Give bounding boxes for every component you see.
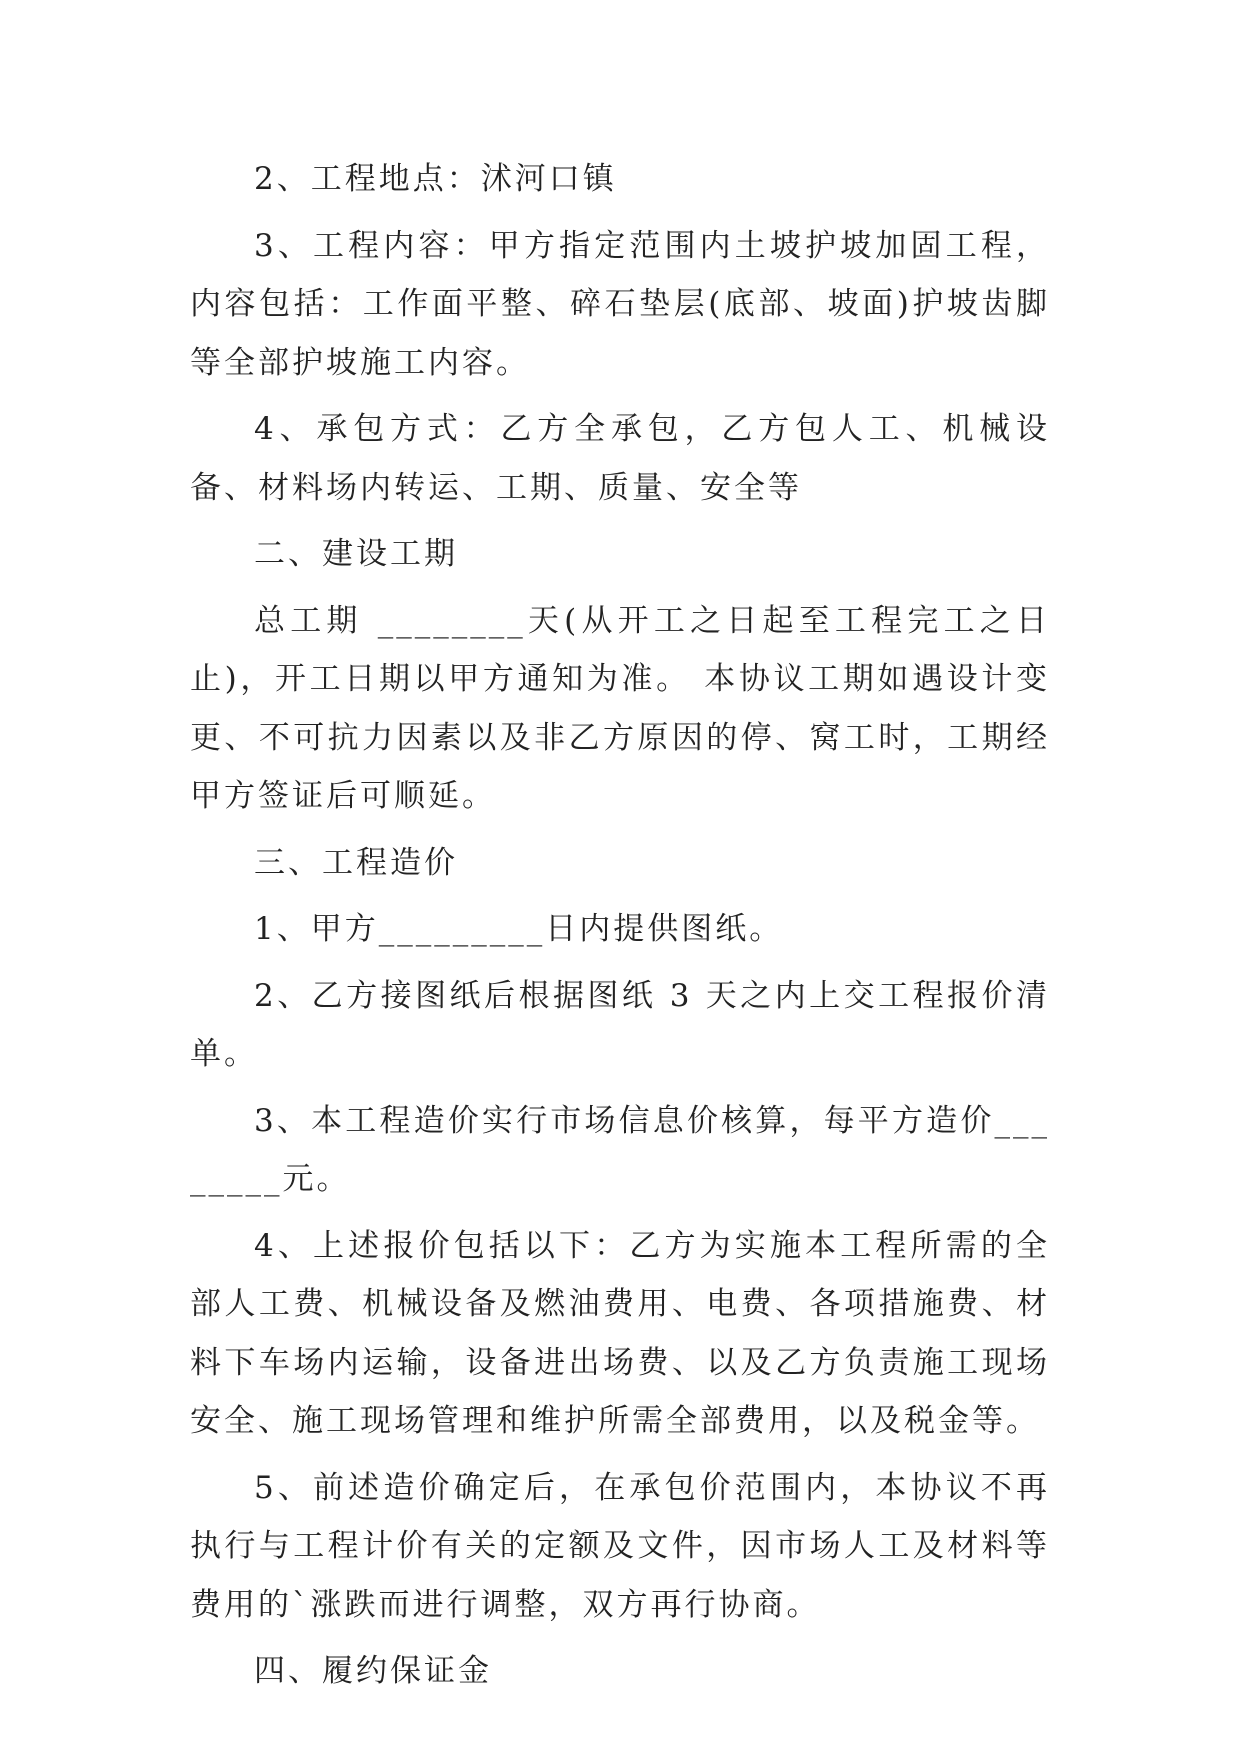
paragraph-contract-method: 4、承包方式：乙方全承包，乙方包人工、机械设备、材料场内转运、工期、质量、安全等 xyxy=(190,411,1050,506)
paragraph-project-location: 2、工程地点：沭河口镇 xyxy=(254,161,617,197)
section-heading-construction-period: 二、建设工期 xyxy=(254,536,458,572)
paragraph-project-content: 3、工程内容：甲方指定范围内土坡护坡加固工程，内容包括：工作面平整、碎石垫层(底部、坡面)护坡齿脚等全部护坡施工内容。 xyxy=(190,227,1050,381)
paragraph-unit-price: 3、本工程造价实行市场信息价核算，每平方造价________元。 xyxy=(190,1102,1050,1197)
paragraph-quotation-list: 2、乙方接图纸后根据图纸 3 天之内上交工程报价清单。 xyxy=(190,977,1050,1072)
document-body xyxy=(190,150,1050,1709)
section-heading-performance-bond: 四、履约保证金 xyxy=(254,1653,492,1689)
paragraph-price-adjustment: 5、前述造价确定后，在承包价范围内，本协议不再执行与工程计价有关的定额及文件，因市场人工及材料等费用的`涨跌而进行调整，双方再行协商。 xyxy=(190,1469,1050,1623)
paragraph-total-duration: 总工期 ________天(从开工之日起至工程完工之日止)，开工日期以甲方通知为准。 本协议工期如遇设计变更、不可抗力因素以及非乙方原因的停、窝工时，工期经甲方签证后可顺延。 xyxy=(190,602,1050,814)
paragraph-drawings-provision: 1、甲方_________日内提供图纸。 xyxy=(254,911,784,947)
section-heading-project-cost: 三、工程造价 xyxy=(254,844,458,881)
paragraph-quotation-scope: 4、上述报价包括以下：乙方为实施本工程所需的全部人工费、机械设备及燃油费用、电费、各项措施费、材料下车场内运输，设备进出场费、以及乙方负责施工现场安全、施工现场管理和维护所需全部费用，以及税金等。 xyxy=(190,1227,1050,1439)
